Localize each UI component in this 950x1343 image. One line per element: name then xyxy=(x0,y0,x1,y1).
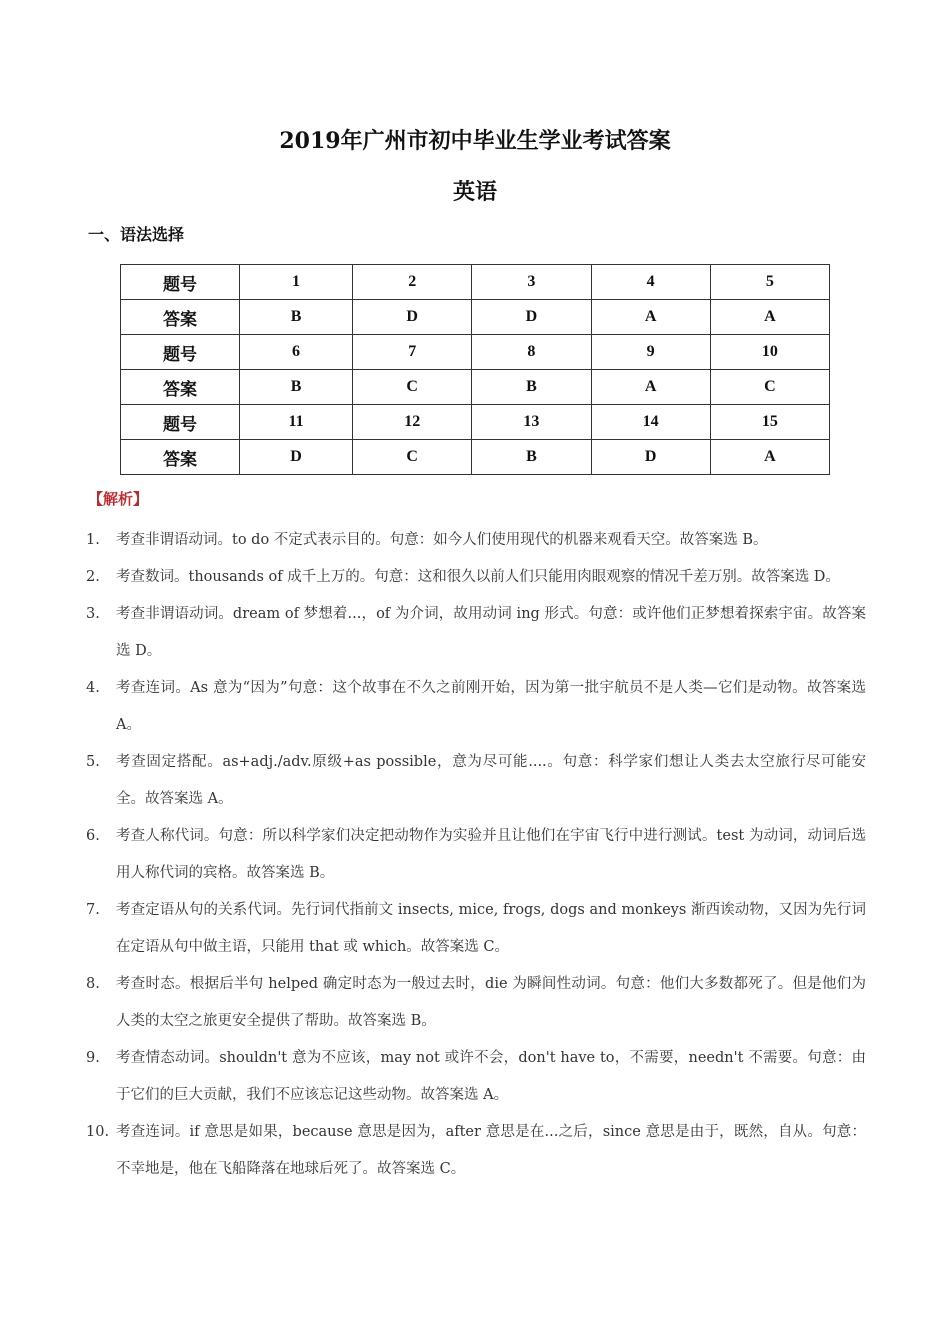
list-item xyxy=(86,670,866,744)
list-item xyxy=(86,744,866,818)
list-item xyxy=(86,559,866,596)
item-text: 考查非谓语动词。dream of 梦想着...，of 为介词，故用动词 ing 形式。句意：或许他们正梦想着探索宇宙。故答案选 D。 xyxy=(116,606,866,659)
list-item xyxy=(86,1114,866,1188)
table-cell: D xyxy=(591,440,710,475)
section-heading: 一、语法选择 xyxy=(88,225,185,244)
list-item xyxy=(86,1040,866,1114)
item-number: 1. xyxy=(86,532,100,548)
table-cell: C xyxy=(710,370,829,405)
item-number: 9. xyxy=(86,1050,100,1066)
table-cell: B xyxy=(240,300,353,335)
table-cell: 9 xyxy=(591,335,710,370)
table-row xyxy=(121,335,830,370)
table-cell: 12 xyxy=(353,405,472,440)
table-cell: 1 xyxy=(240,265,353,300)
item-text: 考查数词。thousands of 成千上万的。句意：这和很久以前人们只能用肉眼观察的情况千差万别。故答案选 D。 xyxy=(116,569,840,585)
row-label: 答案 xyxy=(121,440,240,475)
list-item xyxy=(86,892,866,966)
table-cell: B xyxy=(240,370,353,405)
table-cell: C xyxy=(353,370,472,405)
item-number: 3. xyxy=(86,606,100,622)
item-number: 10. xyxy=(86,1124,110,1140)
table-cell: 13 xyxy=(472,405,591,440)
page-title: 2019年广州市初中毕业生学业考试答案 xyxy=(279,128,671,154)
table-cell: 3 xyxy=(472,265,591,300)
list-item xyxy=(86,818,866,892)
item-text: 考查非谓语动词。to do 不定式表示目的。句意：如今人们使用现代的机器来观看天空。故答案选 B。 xyxy=(116,532,768,548)
table-cell: D xyxy=(240,440,353,475)
row-label: 题号 xyxy=(121,405,240,440)
item-number: 6. xyxy=(86,828,100,844)
item-text: 考查定语从句的关系代词。先行词代指前文 insects, mice, frogs, dogs and monkeys 渐西诶动物，又因为先行词在定语从句中做主语，只能用 that 或 which。故答案选 C。 xyxy=(116,902,866,955)
list-item xyxy=(86,596,866,670)
table-cell: 10 xyxy=(710,335,829,370)
list-item xyxy=(86,522,866,559)
table-cell: 4 xyxy=(591,265,710,300)
row-label: 答案 xyxy=(121,370,240,405)
analysis-label: 【解析】 xyxy=(88,490,149,508)
table-cell: 2 xyxy=(353,265,472,300)
table-cell: 14 xyxy=(591,405,710,440)
item-number: 7. xyxy=(86,902,100,918)
item-text: 考查连词。if 意思是如果，because 意思是因为，after 意思是在...之后，since 意思是由于，既然，自从。句意：不幸地是，他在飞船降落在地球后死了。故答案选 C。 xyxy=(116,1124,866,1177)
row-label: 题号 xyxy=(121,335,240,370)
table-cell: 15 xyxy=(710,405,829,440)
table-cell: A xyxy=(591,370,710,405)
item-text: 考查时态。根据后半句 helped 确定时态为一般过去时，die 为瞬间性动词。句意：他们大多数都死了。但是他们为人类的太空之旅更安全提供了帮助。故答案选 B。 xyxy=(116,976,866,1029)
table-cell: 11 xyxy=(240,405,353,440)
table-cell: 8 xyxy=(472,335,591,370)
table-cell: A xyxy=(710,300,829,335)
analysis-list xyxy=(86,522,866,1188)
item-text: 考查人称代词。句意：所以科学家们决定把动物作为实验并且让他们在宇宙飞行中进行测试。test 为动词，动词后选用人称代词的宾格。故答案选 B。 xyxy=(116,828,866,881)
item-number: 8. xyxy=(86,976,100,992)
list-item xyxy=(86,966,866,1040)
table-row xyxy=(121,265,830,300)
table-cell: 6 xyxy=(240,335,353,370)
table-cell: A xyxy=(591,300,710,335)
item-text: 考查连词。As 意为“因为”句意：这个故事在不久之前刚开始，因为第一批宇航员不是人类—它们是动物。故答案选 A。 xyxy=(116,680,866,733)
item-text: 考查情态动词。shouldn't 意为不应该，may not 或许不会，don't have to，不需要，needn't 不需要。句意：由于它们的巨大贡献，我们不应该忘记这些动物。故答案选 A。 xyxy=(116,1050,866,1103)
table-row xyxy=(121,370,830,405)
table-cell: C xyxy=(353,440,472,475)
table-row xyxy=(121,440,830,475)
table-cell: 7 xyxy=(353,335,472,370)
item-number: 5. xyxy=(86,754,100,770)
table-row xyxy=(121,405,830,440)
table-cell: A xyxy=(710,440,829,475)
item-number: 4. xyxy=(86,680,100,696)
row-label: 题号 xyxy=(121,265,240,300)
table-cell: D xyxy=(472,300,591,335)
table-cell: B xyxy=(472,440,591,475)
page-subtitle: 英语 xyxy=(452,179,497,205)
table-cell: 5 xyxy=(710,265,829,300)
table-cell: B xyxy=(472,370,591,405)
row-label: 答案 xyxy=(121,300,240,335)
answer-table xyxy=(120,264,830,475)
item-number: 2. xyxy=(86,569,100,585)
table-cell: D xyxy=(353,300,472,335)
item-text: 考查固定搭配。as+adj./adv.原级+as possible，意为尽可能....。句意：科学家们想让人类去太空旅行尽可能安全。故答案选 A。 xyxy=(116,754,866,807)
table-row xyxy=(121,300,830,335)
